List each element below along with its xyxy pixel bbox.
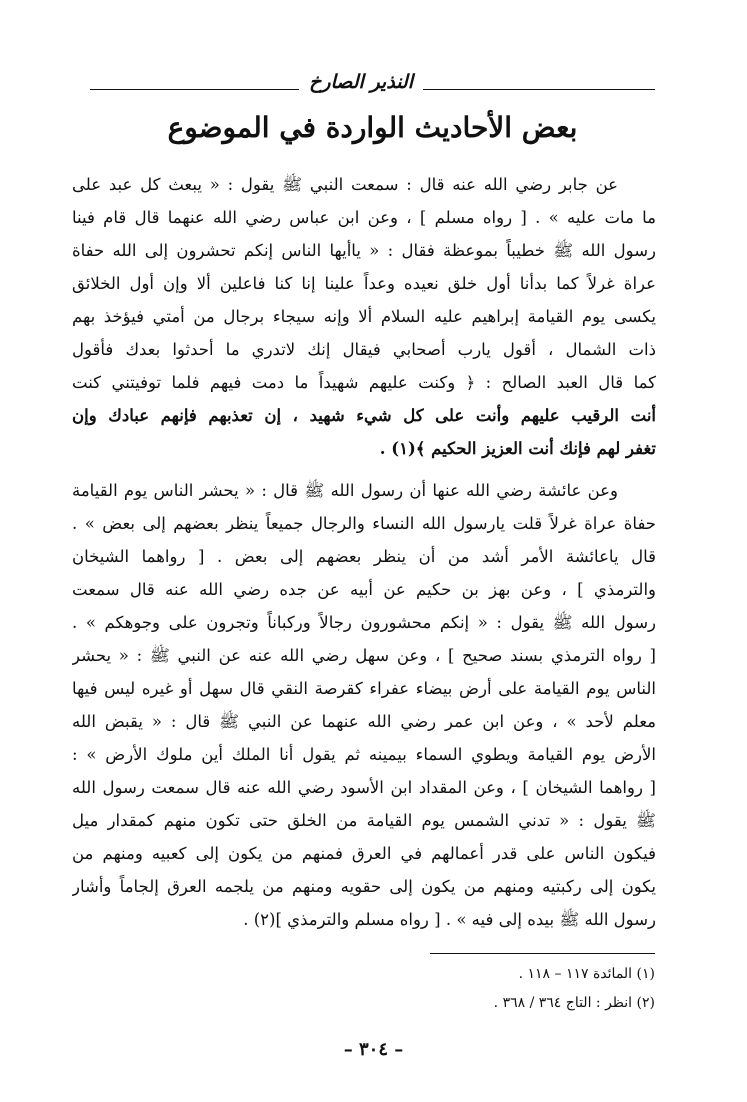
text-line: رسول الله ﷺ يقول : « إنكم محشورون رجالاً وركباناً وتجرون على وجوهكم » . bbox=[72, 613, 656, 632]
text-line: الأرض يوم القيامة ويطوي السماء بيمينه ثم يقول أنا الملك أين ملوك الأرض » : bbox=[72, 745, 656, 764]
text-line: عراة غرلاً كما بدأنا أول خلق نعيده وعداً علينا إنا كنا فاعلين ألا وإن أول الخلائق bbox=[72, 274, 656, 293]
text-line: وعن عائشة رضي الله عنها أن رسول الله ﷺ قال : « يحشر الناس يوم القيامة bbox=[72, 481, 618, 500]
text-line: عن جابر رضي الله عنه قال : سمعت النبي ﷺ يقول : « يبعث كل عبد على bbox=[72, 175, 618, 194]
text-line: يكسى يوم القيامة إبراهيم عليه السلام ألا وإنه سيجاء برجال من أمتي فيؤخذ بهم bbox=[72, 307, 656, 326]
quran-verse-line: تغفر لهم فإنك أنت العزيز الحكيم ﴾(١) . bbox=[379, 439, 656, 458]
text-line: معلم لأحد » ، وعن ابن عمر رضي الله عنهما عن النبي ﷺ قال : « يقبض الله bbox=[72, 712, 656, 731]
footnote-separator bbox=[430, 953, 655, 954]
text-line: ذات الشمال ، أقول يارب أصحابي فيقال إنك لاتدري ما أحدثوا بعدك فأقول bbox=[72, 340, 656, 359]
text-line: فيكون الناس على قدر أعمالهم في العرق فمنهم من يكون إلى كعبيه ومنهم من bbox=[72, 844, 656, 863]
chapter-title: بعض الأحاديث الواردة في الموضوع bbox=[167, 111, 578, 144]
footnote-1: (١) المائدة ١١٧ – ١١٨ . bbox=[518, 966, 655, 982]
text-line: كما قال العبد الصالح : ﴿ وكنت عليهم شهيداً ما دمت فيهم فلما توفيتني كنت bbox=[72, 373, 656, 392]
text-line: ﷺ يقول : « تدني الشمس يوم القيامة من الخلق حتى تكون منهم كمقدار ميل bbox=[72, 811, 656, 830]
text-line: الناس يوم القيامة على أرض بيضاء عفراء كقرصة النقي قال سهل أو غيره ليس فيها bbox=[72, 679, 656, 698]
paragraph-2 bbox=[72, 474, 656, 936]
text-line: [ رواهما الشيخان ] ، وعن المقداد ابن الأسود رضي الله عنه قال سمعت رسول الله bbox=[72, 778, 656, 797]
text-line: يكون إلى ركبتيه ومنهم من يكون إلى حقويه ومنهم من يلجمه العرق إلجاماً وأشار bbox=[72, 877, 656, 896]
quran-verse-line: أنت الرقيب عليهم وأنت على كل شيء شهيد ، إن تعذبهم فإنهم عبادك وإن bbox=[72, 406, 656, 425]
text-line: [ رواه الترمذي بسند صحيح ] ، وعن سهل رضي الله عنه عن النبي ﷺ : « يحشر bbox=[72, 646, 656, 665]
running-header-title: النذير الصارخ bbox=[299, 70, 423, 94]
page-number: – ٣٠٤ – bbox=[343, 1039, 404, 1060]
paragraph-1 bbox=[72, 168, 656, 465]
text-line: قال ياعائشة الأمر أشد من أن ينظر بعضهم إلى بعض . [ رواهما الشيخان bbox=[72, 547, 656, 566]
footnote-2: (٢) انظر : التاج ٣٦٤ / ٣٦٨ . bbox=[493, 995, 655, 1011]
text-line: رسول الله ﷺ خطيباً بموعظة فقال : « ياأيها الناس إنكم تحشرون إلى الله حفاة bbox=[72, 241, 656, 260]
text-line: ما مات عليه » . [ رواه مسلم ] ، وعن ابن عباس رضي الله عنهما قال قام فينا bbox=[72, 208, 656, 227]
footnotes bbox=[91, 960, 655, 1018]
text-line: حفاة عراة غرلاً قلت يارسول الله النساء والرجال جميعاً ينظر بعضهم إلى بعض » . bbox=[72, 514, 656, 533]
text-line: رسول الله ﷺ بيده إلى فيه » . [ رواه مسلم والترمذي ](٢) . bbox=[243, 910, 656, 929]
running-header bbox=[90, 70, 655, 94]
text-line: والترمذي ] ، وعن بهز بن حكيم عن أبيه عن جده رضي الله عنه قال سمعت bbox=[72, 580, 656, 599]
